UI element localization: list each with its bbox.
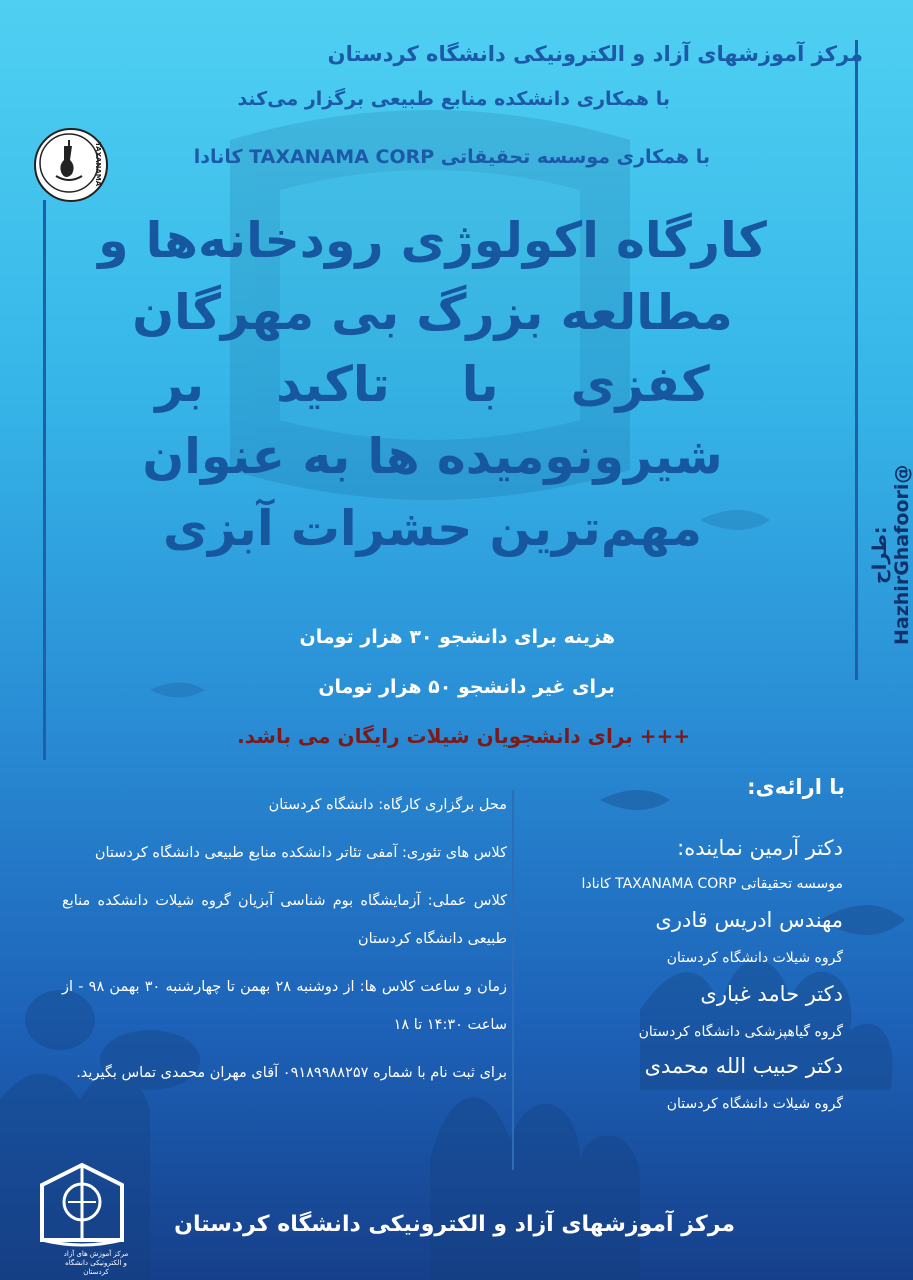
footer-organizer: مرکز آموزشهای آزاد و الکترونیکی دانشگاه کردستان (174, 1212, 735, 1237)
title-line: کفزی با تاکید بر (155, 356, 710, 413)
presenter-name: دکتر حبیب الله محمدی (644, 1054, 843, 1078)
fee-student: هزینه برای دانشجو ۳۰ هزار تومان (299, 626, 615, 648)
taxanama-logo (34, 128, 108, 202)
frame-line-mid (512, 790, 514, 1170)
title-line: کارگاه اکولوژی رودخانه‌ها و (98, 212, 767, 269)
info-venue: محل برگزاری کارگاه: دانشگاه کردستان (268, 797, 507, 813)
header-cooperation-taxanama: با همکاری موسسه تحقیقاتی TAXANAMA CORP کانادا (193, 146, 710, 168)
info-registration: برای ثبت نام با شماره ۰۹۱۸۹۹۸۸۲۵۷ آقای مهران محمدی تماس بگیرید. (76, 1065, 507, 1081)
info-schedule: زمان و ساعت کلاس ها: از دوشنبه ۲۸ بهمن تا چهارشنبه ۳۰ بهمن ۹۸ - از ساعت ۱۴:۳۰ تا ۱۸ (62, 979, 508, 1033)
presenter-affiliation: موسسه تحقیقاتی TAXANAMA CORP کانادا (581, 876, 843, 892)
header-organizer: مرکز آموزشهای آزاد و الکترونیکی دانشگاه کردستان (327, 42, 863, 66)
frame-line-right (855, 40, 858, 680)
info-practical-class: کلاس عملی: آزمایشگاه بوم شناسی آبزیان گروه شیلات دانشکده منابع طبیعی دانشگاه کردستان (62, 893, 507, 947)
presenter-name: دکتر حامد غباری (700, 982, 843, 1006)
fee-fisheries-free: +++ برای دانشجویان شیلات رایگان می باشد. (237, 724, 690, 748)
presenter-name: مهندس ادریس قادری (655, 908, 843, 932)
presenter-affiliation: گروه گیاهپزشکی دانشگاه کردستان (638, 1024, 843, 1040)
header-cooperation-faculty: با همکاری دانشکده منابع طبیعی برگزار می‌کند (237, 88, 670, 110)
info-theory-classes: کلاس های تئوری: آمفی تئاتر دانشکده منابع طبیعی دانشگاه کردستان (94, 845, 507, 861)
workshop-info (62, 786, 507, 1102)
presenter-affiliation: گروه شیلات دانشگاه کردستان (666, 1096, 843, 1112)
title-line: مطالعه بزرگ بی مهرگان (132, 284, 733, 341)
title-line: شیرونومیده ها به عنوان (142, 428, 723, 485)
frame-line-top (43, 200, 46, 760)
taxanama-logo-text: TAXANAMA (94, 142, 102, 187)
workshop-title (55, 205, 810, 565)
presenter-affiliation: گروه شیلات دانشگاه کردستان (666, 950, 843, 966)
title-line: مهم‌ترین حشرات آبزی (163, 500, 702, 557)
presenters-heading: با ارائه‌ی: (747, 775, 845, 799)
university-logo-caption: مرکز آموزش های آزاد و الکترونیکی دانشگاه کردستان (63, 1250, 129, 1276)
fee-non-student: برای غیر دانشجو ۵۰ هزار تومان (318, 676, 615, 698)
presenter-name: دکتر آرمین نماینده: (677, 836, 843, 860)
designer-credit: طراح: HazhirGhafoori@ (869, 464, 913, 646)
